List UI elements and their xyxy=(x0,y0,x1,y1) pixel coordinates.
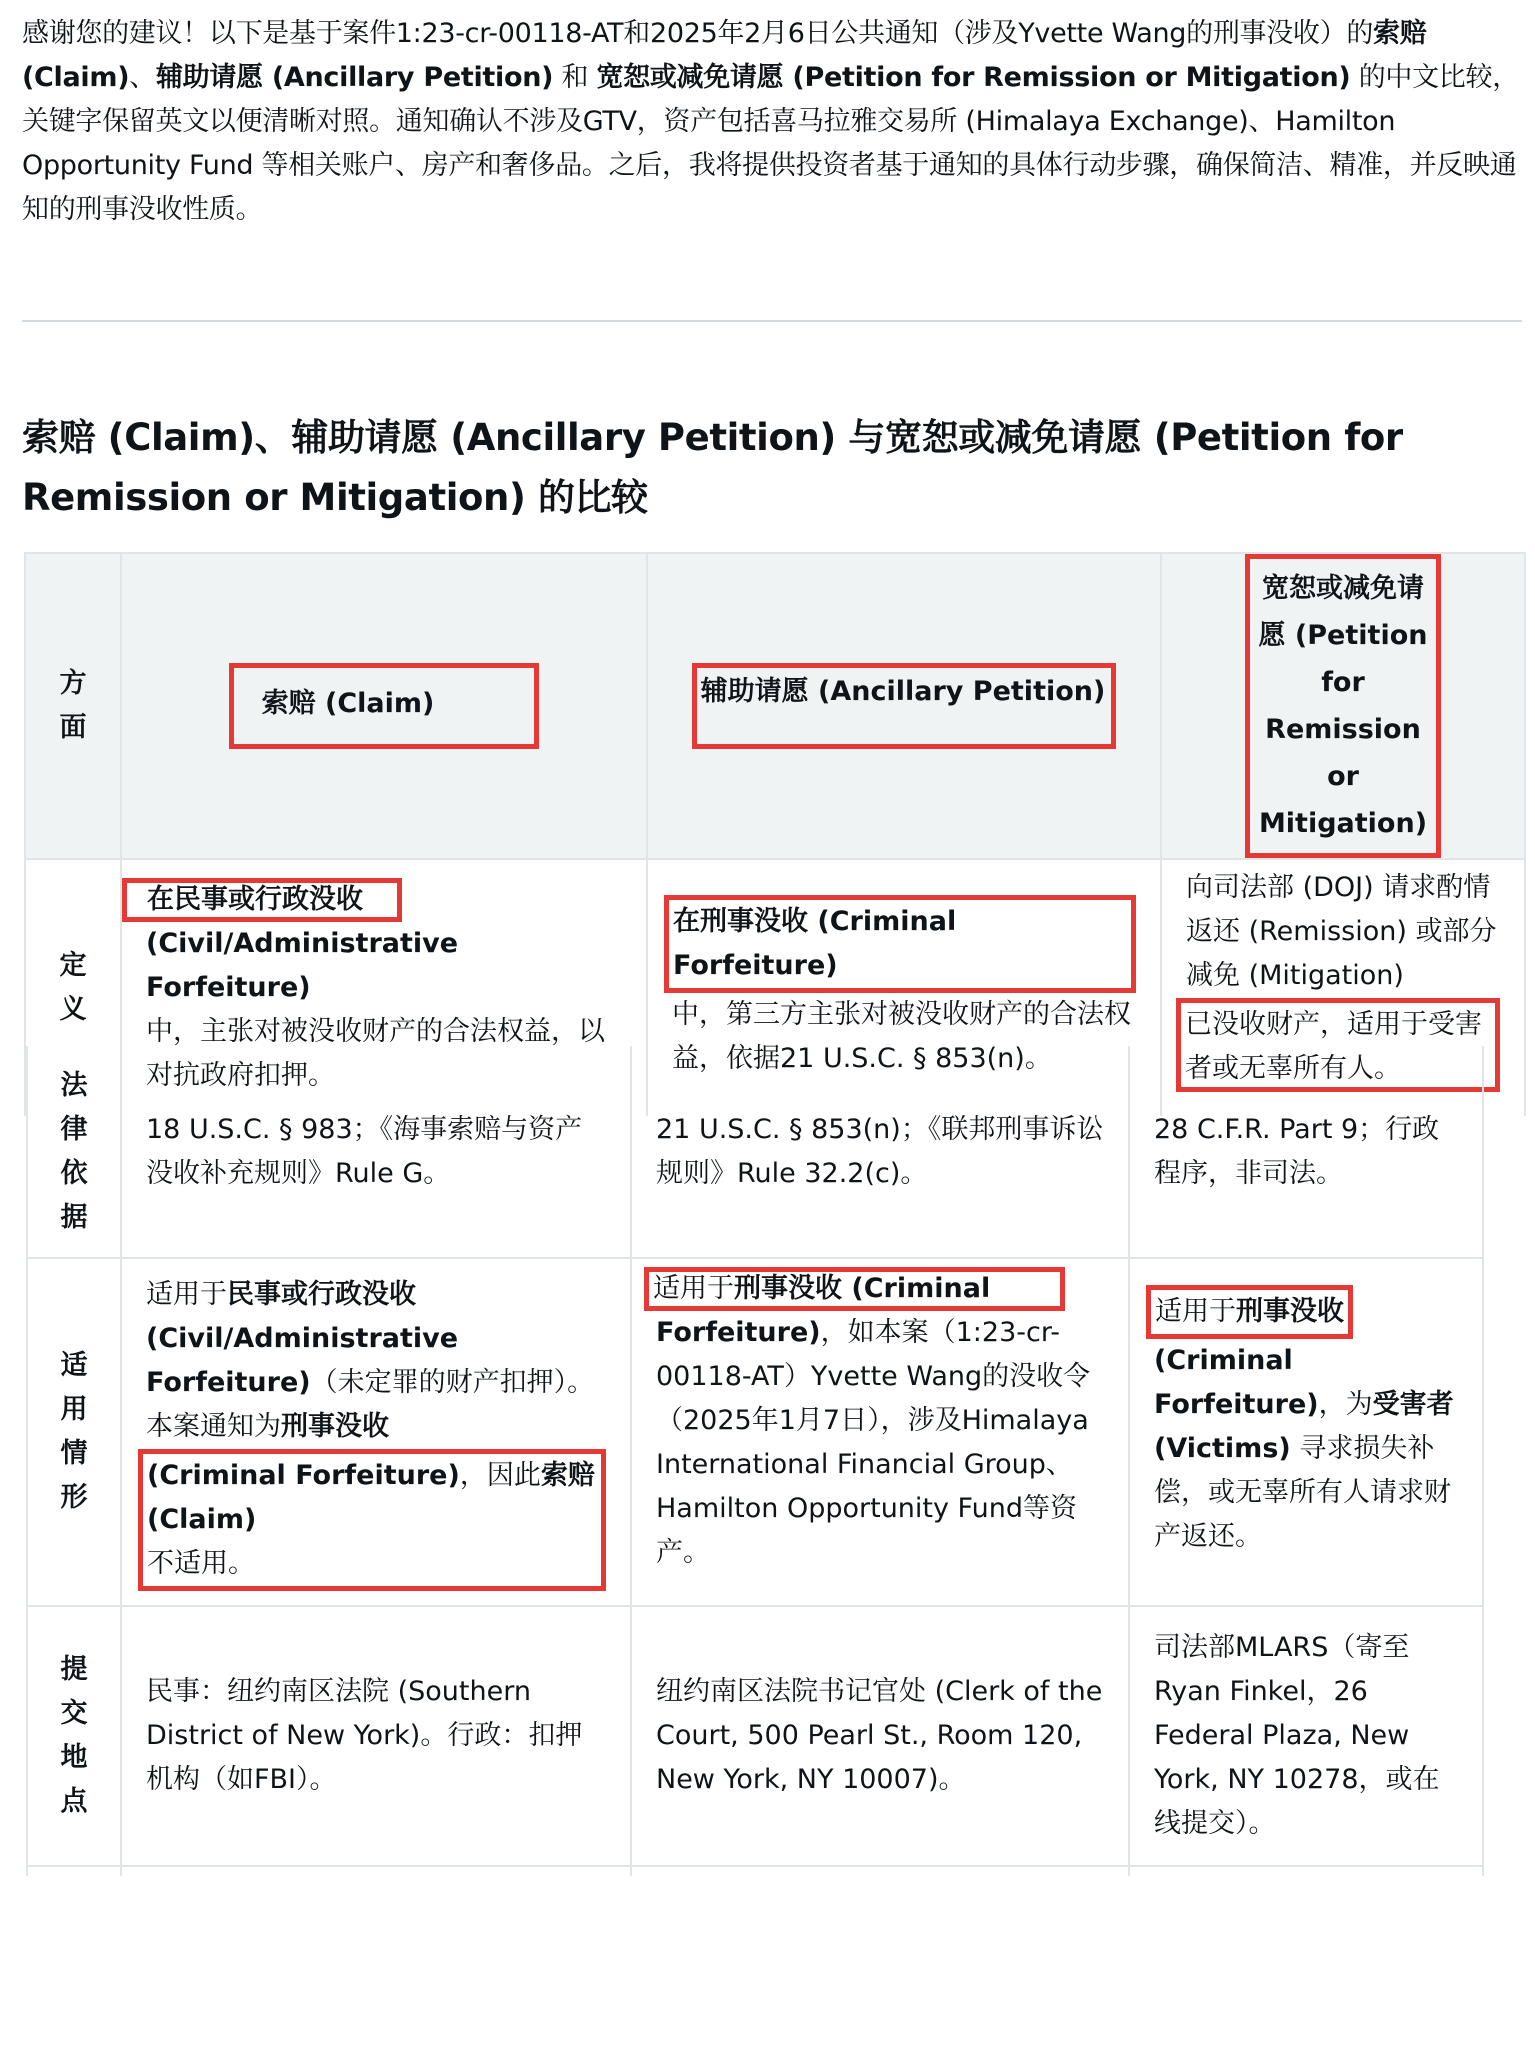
aspect-char: 定 xyxy=(59,950,87,981)
table-row-applicability xyxy=(27,1258,1483,1606)
cell-text: 刑事没收 xyxy=(1236,1296,1344,1327)
table-row-cutoff xyxy=(27,1866,1483,1876)
cell-text: ，如本案（1:23-cr-00118-AT）Yvette Wang的没收令（2025年1月7日），涉及Himalaya International Financial Group、Hamilton Opportunity Fund等资产。 xyxy=(656,1317,1091,1568)
header-aspect xyxy=(25,553,121,859)
cell-text: 向司法部 (DOJ) 请求酌情返还 (Remission) 或部分减免 (Mitigation) xyxy=(1186,872,1497,991)
cell-text: ，因此 xyxy=(459,1460,541,1491)
highlight-box xyxy=(1146,1285,1353,1339)
intro-text: 的中文比较，关键字保留英文以便清晰对照。通知确认不涉及GTV，资产包括喜马拉雅交易所 (Himalaya Exchange)、Hamilton Opportunity Fund 等相关账户、房产和奢侈品。之后，我将提供投资者基于通知的具体行动步骤，确保简洁、精准，并反映通知的刑事没收性质。 xyxy=(22,62,1519,225)
cell-claim-legal-basis: 18 U.S.C. § 983；《海事索赔与资产没收补充规则》Rule G。 xyxy=(121,1046,631,1258)
aspect-char: 方 xyxy=(59,668,87,699)
aspect-char: 面 xyxy=(59,712,87,743)
aspect-char: 交 xyxy=(60,1698,88,1729)
row-aspect xyxy=(27,1046,121,1258)
cutoff-cell xyxy=(121,1866,631,1876)
intro-text: 感谢您的建议！以下是基于案件1:23-cr-00118-AT和2025年2月6日公共通知（涉及Yvette Wang的刑事没收）的 xyxy=(22,18,1374,49)
header-ancillary xyxy=(647,553,1161,859)
comparison-table-top xyxy=(24,552,1526,1116)
section-heading: 索赔 (Claim)、辅助请愿 (Ancillary Petition) 与宽恕或减免请愿 (Petition for Remission or Mitigation) 的比较 xyxy=(22,416,1403,519)
aspect-char: 法 xyxy=(60,1069,88,1101)
aspect-char: 义 xyxy=(59,994,87,1025)
header-remission-label: 宽恕或减免请愿 (Petition for Remission or Mitigation) xyxy=(1258,573,1428,839)
cell-text: 中，第三方主张对被没收财产的合法权益，依据21 U.S.C. § 853(n)。 xyxy=(672,999,1131,1074)
cutoff-cell xyxy=(27,1866,121,1876)
cell-text: 索赔 (Claim) xyxy=(147,1460,595,1535)
cell-text: 已没收财产，适用于受害者或无辜所有人。 xyxy=(1185,1009,1482,1084)
divider xyxy=(22,320,1522,322)
cutoff-cell xyxy=(631,1866,1129,1876)
cell-text: (Civil/Administrative Forfeiture) xyxy=(146,928,459,1003)
cell-claim-filing-location: 民事：纽约南区法院 (Southern District of New York)。行政：扣押机构（如FBI）。 xyxy=(121,1606,631,1866)
cell-text: 不适用。 xyxy=(147,1548,255,1579)
aspect-char: 提 xyxy=(60,1654,88,1685)
table-header-row xyxy=(25,553,1525,859)
comparison-table-bottom xyxy=(26,1046,1484,1876)
cell-remission-filing-location: 司法部MLARS（寄至Ryan Finkel，26 Federal Plaza, New York, NY 10278，或在线提交）。 xyxy=(1129,1606,1483,1866)
aspect-char: 据 xyxy=(60,1201,88,1233)
cell-text: (Criminal Forfeiture) xyxy=(147,1460,460,1491)
cell-remission-applicability xyxy=(1129,1258,1483,1606)
aspect-char: 依 xyxy=(60,1157,88,1189)
aspect-char: 律 xyxy=(60,1113,88,1145)
header-claim xyxy=(121,553,647,859)
cell-ancillary-legal-basis: 21 U.S.C. § 853(n)；《联邦刑事诉讼规则》Rule 32.2(c)。 xyxy=(631,1046,1129,1258)
header-remission xyxy=(1161,553,1525,859)
aspect-char: 形 xyxy=(60,1482,88,1513)
cell-text: ，为 xyxy=(1318,1389,1373,1420)
highlight-box xyxy=(138,1449,606,1591)
highlight-box xyxy=(1245,554,1441,858)
cell-text: Forfeiture) xyxy=(656,1317,821,1348)
header-ancillary-label: 辅助请愿 (Ancillary Petition) xyxy=(700,676,1106,707)
intro-keyword-ancillary: 辅助请愿 (Ancillary Petition) xyxy=(155,62,554,93)
cutoff-cell xyxy=(1129,1866,1483,1876)
header-claim-label: 索赔 (Claim) xyxy=(261,688,435,719)
intro-text: 、 xyxy=(129,62,156,93)
cell-claim-applicability xyxy=(121,1258,631,1606)
cell-text: 民事或行政没收 (Civil/Administrative Forfeiture) xyxy=(146,1279,459,1398)
cell-text: 中，主张对被没收财产的合法权益，以对抗政府扣押。 xyxy=(146,1016,605,1091)
table-row-legal-basis xyxy=(27,1046,1483,1258)
cell-text: 适用于 xyxy=(653,1273,734,1304)
aspect-char: 用 xyxy=(60,1394,88,1425)
cell-ancillary-filing-location: 纽约南区法院书记官处 (Clerk of the Court, 500 Pearl St., Room 120, New York, NY 10007)。 xyxy=(631,1606,1129,1866)
cell-text: 适用于 xyxy=(146,1279,227,1310)
aspect-char: 点 xyxy=(60,1786,88,1817)
cell-text: 寻求损失补偿，或无辜所有人请求财产返还。 xyxy=(1154,1433,1451,1552)
cell-text: 在民事或行政没收 xyxy=(147,884,363,915)
table-row-filing-location xyxy=(27,1606,1483,1866)
highlight-box xyxy=(692,663,1117,749)
intro-paragraph xyxy=(22,12,1522,232)
cell-text: 适用于 xyxy=(1155,1296,1236,1327)
highlight-box xyxy=(229,663,540,749)
cell-ancillary-applicability xyxy=(631,1258,1129,1606)
intro-keyword-remission: 宽恕或减免请愿 (Petition for Remission or Mitigation) xyxy=(596,62,1351,93)
cell-text: 在刑事没收 (Criminal Forfeiture) xyxy=(673,906,957,981)
intro-keyword-claim: 索赔 (Claim) xyxy=(22,18,1427,93)
highlight-box xyxy=(664,895,1136,993)
cell-text: 刑事没收 (Criminal xyxy=(734,1273,991,1304)
cell-text: 受害者 (Victims) xyxy=(1154,1389,1454,1464)
intro-text: 和 xyxy=(553,62,597,93)
cell-text: （未定罪的财产扣押）。本案通知为 xyxy=(146,1367,595,1442)
aspect-char: 地 xyxy=(60,1742,88,1773)
aspect-char: 情 xyxy=(60,1438,88,1469)
row-aspect xyxy=(27,1606,121,1866)
aspect-char: 适 xyxy=(60,1350,88,1381)
highlight-box xyxy=(644,1267,1065,1311)
cell-remission-legal-basis: 28 C.F.R. Part 9；行政程序，非司法。 xyxy=(1129,1046,1483,1258)
highlight-box xyxy=(122,878,402,922)
cell-text: 刑事没收 xyxy=(281,1411,389,1442)
row-aspect xyxy=(27,1258,121,1606)
cell-text: (Criminal Forfeiture) xyxy=(1154,1345,1319,1420)
